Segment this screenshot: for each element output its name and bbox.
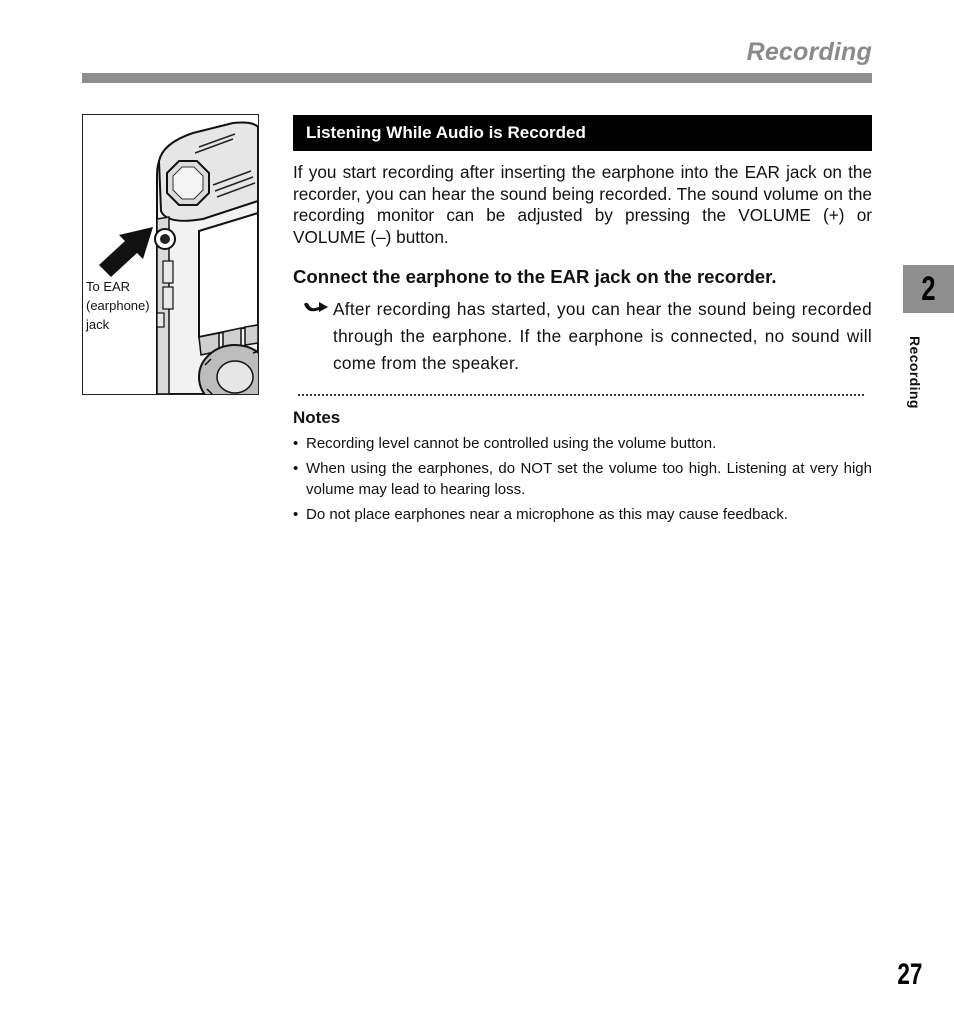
chapter-side-label-text: Recording — [907, 336, 923, 409]
note-text: When using the earphones, do NOT set the volume too high. Listening at very high volume may lead to hearing loss. — [306, 459, 872, 498]
intro-paragraph: If you start recording after inserting the earphone into the EAR jack on the recorder, you can hear the sound being recorded. The sound volume on the recording monitor can be adjusted by pressing the VOLUME (+) or VOLUME (–) button. — [293, 162, 872, 247]
dotted-divider — [298, 394, 864, 396]
figure-caption: To EAR (earphone) jack — [86, 279, 150, 332]
step-heading: Connect the earphone to the EAR jack on the recorder. — [293, 266, 777, 287]
pointing-arrow-icon — [83, 115, 258, 394]
notes-list — [293, 433, 872, 528]
section-heading-bar: Listening While Audio is Recorded — [293, 115, 872, 151]
page-number-text: 27 — [896, 958, 922, 991]
chapter-number: 2 — [921, 270, 936, 308]
note-text: Recording level cannot be controlled using the volume button. — [306, 435, 717, 452]
bullet-icon: • — [293, 459, 299, 477]
bullet-icon: • — [293, 505, 299, 523]
page-number — [889, 958, 922, 992]
note-item — [293, 504, 872, 526]
note-item — [293, 433, 872, 455]
bullet-icon: • — [293, 435, 299, 452]
chapter-tab — [903, 265, 954, 313]
result-arrow-icon — [303, 300, 329, 314]
note-item — [293, 458, 872, 501]
chapter-side-label — [902, 336, 928, 420]
header-rule — [82, 73, 872, 83]
note-text: Do not place earphones near a microphone as this may cause feedback. — [306, 505, 788, 523]
step-result-text: After recording has started, you can hear the sound being recorded through the earphone. If the earphone is connected, no sound will come from the speaker. — [333, 299, 872, 373]
page-section-title: Recording — [746, 38, 872, 66]
notes-title: Notes — [293, 408, 341, 427]
recorder-figure — [82, 114, 259, 395]
